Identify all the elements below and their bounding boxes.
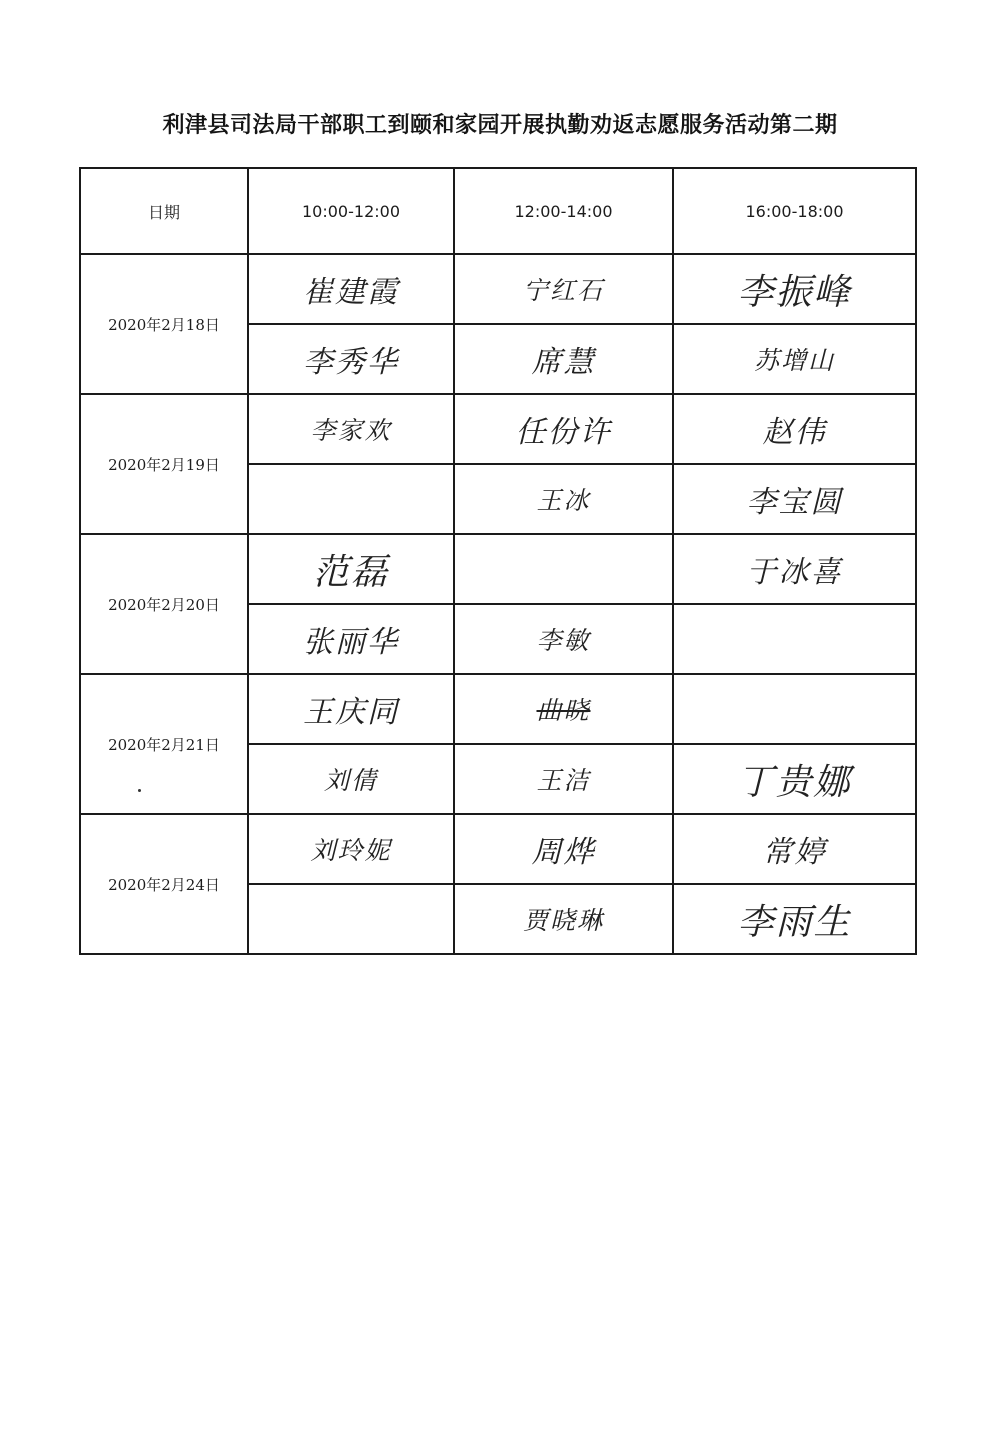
header-row <box>80 168 916 254</box>
volunteer-signature: 常婷 <box>762 835 827 870</box>
volunteer-signature: 李敏 <box>536 626 591 655</box>
signature-cell <box>454 534 673 604</box>
volunteer-signature: 李家欢 <box>310 416 392 445</box>
signature-cell <box>673 604 916 674</box>
signature-cell <box>454 814 673 884</box>
duty-roster-table <box>79 167 917 955</box>
signature-cell <box>454 884 673 954</box>
struck-signature: 曲晓 <box>536 696 591 725</box>
date-cell: 2020年2月20日 <box>80 534 248 674</box>
table-row <box>80 674 916 744</box>
signature-cell <box>673 254 916 324</box>
volunteer-signature: 李振峰 <box>737 271 852 313</box>
signature-cell <box>248 674 454 744</box>
date-cell: 2020年2月18日 <box>80 254 248 394</box>
signature-cell <box>454 674 673 744</box>
signature-cell <box>454 254 673 324</box>
signature-cell <box>248 744 454 814</box>
date-cell: 2020年2月24日 <box>80 814 248 954</box>
signature-cell <box>673 814 916 884</box>
signature-cell <box>248 814 454 884</box>
volunteer-signature: 刘倩 <box>323 766 378 795</box>
volunteer-signature: 丁贵娜 <box>737 761 852 803</box>
signature-cell <box>248 254 454 324</box>
volunteer-signature: 李秀华 <box>303 345 399 380</box>
signature-cell <box>673 464 916 534</box>
signature-cell <box>248 604 454 674</box>
date-cell: 2020年2月19日 <box>80 394 248 534</box>
volunteer-signature: 苏增山 <box>753 346 835 375</box>
volunteer-signature: 贾晓琳 <box>522 906 604 935</box>
signature-cell <box>454 744 673 814</box>
volunteer-signature: 范磊 <box>312 551 389 593</box>
volunteer-signature: 崔建霞 <box>303 275 399 310</box>
date-cell: 2020年2月21日 <box>80 674 248 814</box>
volunteer-signature: 刘玲妮 <box>310 836 392 865</box>
volunteer-signature: 周烨 <box>531 835 596 870</box>
signature-cell <box>454 464 673 534</box>
table-row <box>80 394 916 464</box>
header-slot-3: 16:00-18:00 <box>673 168 916 254</box>
volunteer-signature: 李雨生 <box>737 901 852 943</box>
signature-cell <box>248 884 454 954</box>
table-row <box>80 254 916 324</box>
volunteer-signature: 宁红石 <box>522 276 604 305</box>
signature-cell <box>454 394 673 464</box>
table-row <box>80 534 916 604</box>
signature-cell <box>454 604 673 674</box>
volunteer-signature: 李宝圆 <box>746 485 843 520</box>
signature-cell <box>673 674 916 744</box>
table-row <box>80 814 916 884</box>
volunteer-signature: 王冰 <box>536 486 591 515</box>
volunteer-signature: 张丽华 <box>303 625 399 660</box>
signature-cell <box>454 324 673 394</box>
volunteer-signature: 于冰喜 <box>746 555 843 590</box>
signature-cell <box>673 394 916 464</box>
header-slot-1: 10:00-12:00 <box>248 168 454 254</box>
volunteer-signature: 王庆同 <box>303 695 399 730</box>
signature-cell <box>248 464 454 534</box>
signature-cell <box>673 744 916 814</box>
signature-cell <box>248 394 454 464</box>
signature-cell <box>248 324 454 394</box>
volunteer-signature: 任份许 <box>515 415 612 450</box>
header-date: 日期 <box>80 168 248 254</box>
volunteer-signature: 赵伟 <box>762 415 827 450</box>
volunteer-signature: 王洁 <box>536 766 591 795</box>
document-title: 利津县司法局干部职工到颐和家园开展执勤劝返志愿服务活动第二期 <box>162 112 838 138</box>
signature-cell <box>673 324 916 394</box>
signature-cell <box>248 534 454 604</box>
signature-cell <box>673 534 916 604</box>
scan-speck <box>138 789 141 792</box>
signature-cell <box>673 884 916 954</box>
header-slot-2: 12:00-14:00 <box>454 168 673 254</box>
volunteer-signature: 席慧 <box>531 345 596 380</box>
